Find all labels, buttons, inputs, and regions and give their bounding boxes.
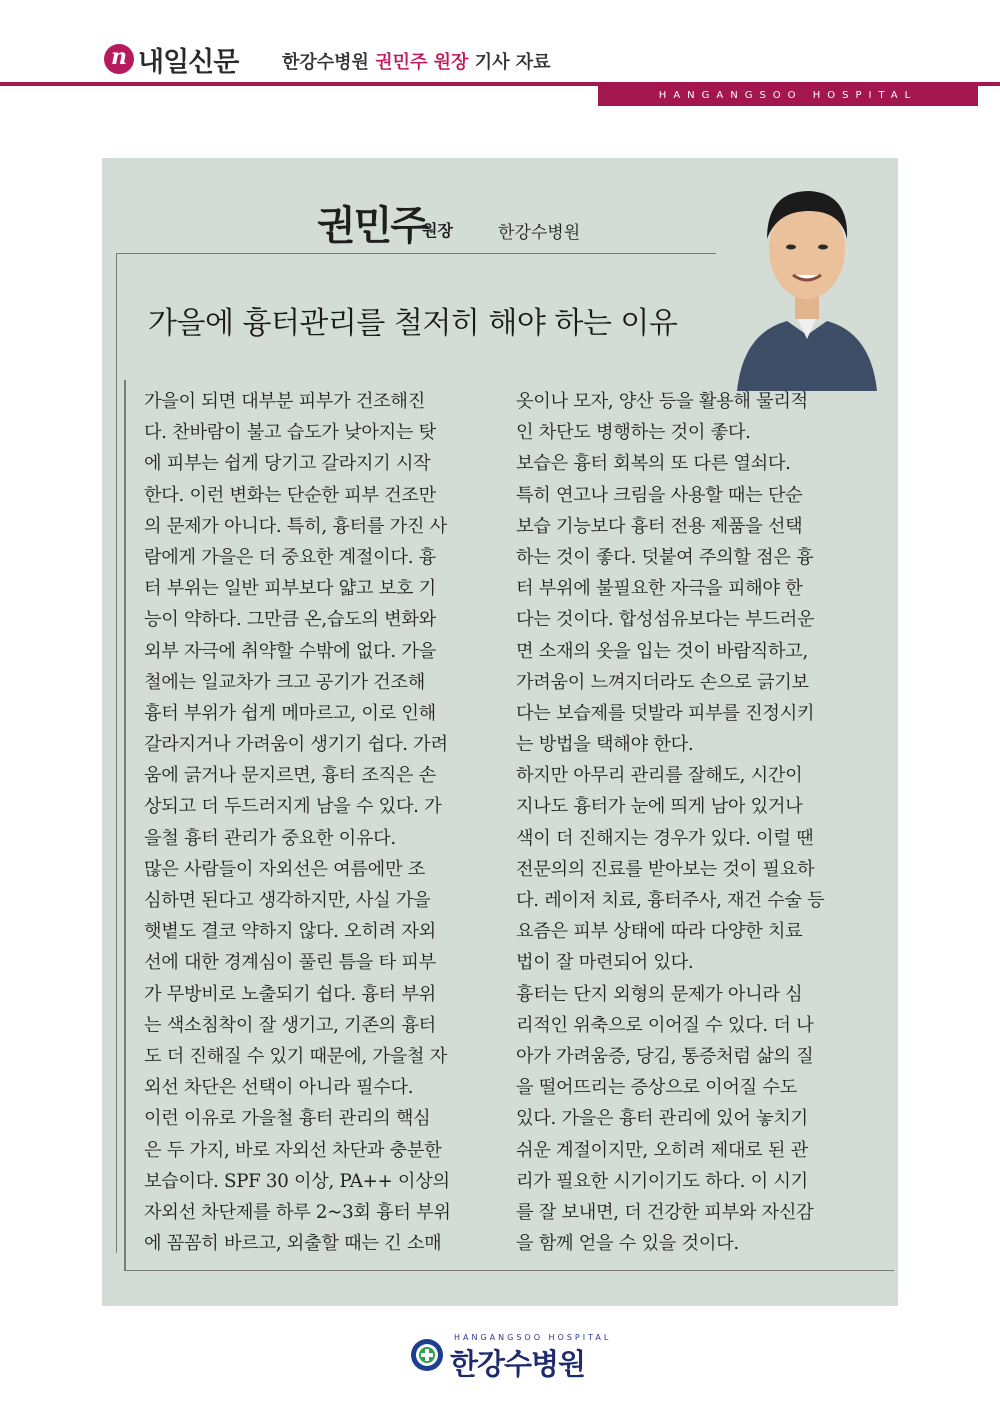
article-line: 능이 약하다. 그만큼 온,습도의 변화와 <box>144 609 436 631</box>
article-line: 다. 레이저 치료, 흉터주사, 재건 수술 등 <box>516 890 825 911</box>
article-column-right <box>516 386 876 1259</box>
author-hospital: 한강수병원 <box>498 223 581 243</box>
article-line: 도 더 진해질 수 있기 때문에, 가을철 자 <box>144 1045 447 1067</box>
article-line: 외부 자극에 취약할 수밖에 없다. 가을 <box>144 640 436 662</box>
header-highlight: 권민주 원장 <box>375 52 469 73</box>
newspaper-name: 내일신문 <box>138 47 239 78</box>
page-header <box>0 0 1000 110</box>
article-line: 요즘은 피부 상태에 따라 다양한 치료 <box>516 921 803 943</box>
article-line: 다는 것이다. 합성섬유보다는 부드러운 <box>516 609 815 631</box>
frame-line <box>124 380 126 1270</box>
article-line: 하지만 아무리 관리를 잘해도, 시간이 <box>516 765 803 787</box>
author-title: 원장 <box>422 221 453 240</box>
article-line: 많은 사람들이 자외선은 여름에만 조 <box>144 858 425 880</box>
hospital-band: HANGANGSOO HOSPITAL <box>598 86 978 106</box>
article-line: 하는 것이 좋다. 덧붙여 주의할 점은 흉 <box>516 546 814 568</box>
article-line: 인 차단도 병행하는 것이 좋다. <box>516 422 751 444</box>
article-line: 리가 필요한 시기이기도 하다. 이 시기 <box>516 1170 808 1192</box>
article-line: 터 부위에 불필요한 자극을 피해야 한 <box>516 578 803 600</box>
article-line: 햇볕도 결코 약하지 않다. 오히려 자외 <box>144 921 436 943</box>
article-line: 에 꼼꼼히 바르고, 외출할 때는 긴 소매 <box>144 1233 442 1255</box>
frame-line <box>124 1270 894 1271</box>
newspaper-clipping <box>102 158 898 1306</box>
article-line: 다. 찬바람이 불고 습도가 낮아지는 탓 <box>144 422 436 444</box>
article-line: 을 함께 얻을 수 있을 것이다. <box>516 1233 739 1255</box>
article-line: 은 두 가지, 바로 자외선 차단과 충분한 <box>144 1139 442 1161</box>
article-line: 을철 흉터 관리가 중요한 이유다. <box>144 827 396 849</box>
doctor-portrait <box>717 163 897 391</box>
article-line: 가려움이 느껴지더라도 손으로 긁기보 <box>516 671 809 693</box>
header-suffix: 기사 자료 <box>474 52 551 73</box>
article-line: 법이 잘 마련되어 있다. <box>516 952 694 974</box>
article-line: 색이 더 진해지는 경우가 있다. 이럴 땐 <box>516 827 814 849</box>
headline: 가을에 흉터관리를 철저히 해야 하는 이유 <box>148 306 678 341</box>
article-line: 람에게 가을은 더 중요한 계절이다. 흉 <box>144 546 436 568</box>
article-line: 가을이 되면 대부분 피부가 건조해진 <box>144 391 425 412</box>
article-line: 는 색소침착이 잘 생기고, 기존의 흉터 <box>144 1014 436 1036</box>
article-line: 터 부위는 일반 피부보다 얇고 보호 기 <box>144 578 436 600</box>
article-line: 전문의의 진료를 받아보는 것이 필요하 <box>516 858 815 880</box>
article-line: 특히 연고나 크림을 사용할 때는 단순 <box>516 484 803 506</box>
article-line: 철에는 일교차가 크고 공기가 건조해 <box>144 671 425 693</box>
article-line: 쉬운 계절이지만, 오히려 제대로 된 관 <box>516 1139 808 1161</box>
article-line: 흉터 부위가 쉽게 메마르고, 이로 인해 <box>144 702 436 724</box>
footer-hospital-en: HANGANGSOO HOSPITAL <box>454 1333 612 1342</box>
article-column-left <box>144 386 504 1259</box>
article-line: 한다. 이런 변화는 단순한 피부 건조만 <box>144 484 436 506</box>
article-line: 선에 대한 경계심이 풀린 틈을 타 피부 <box>144 952 436 974</box>
article-line: 보습은 흉터 회복의 또 다른 열쇠다. <box>516 453 791 475</box>
newspaper-logo-icon: n <box>104 44 134 74</box>
article-line: 외선 차단은 선택이 아니라 필수다. <box>144 1077 414 1099</box>
article-line: 상되고 더 두드러지게 남을 수 있다. 가 <box>144 796 442 818</box>
article-line: 을 떨어뜨리는 증상으로 이어질 수도 <box>516 1077 797 1099</box>
article-line: 보습 기능보다 흉터 전용 제품을 선택 <box>516 515 803 537</box>
article-line: 아가 가려움증, 당김, 통증처럼 삶의 질 <box>516 1045 814 1067</box>
article-line: 흉터는 단지 외형의 문제가 아니라 심 <box>516 983 803 1005</box>
article-line: 리적인 위축으로 이어질 수 있다. 더 나 <box>516 1014 814 1036</box>
article-line: 다는 보습제를 덧발라 피부를 진정시키 <box>516 702 815 724</box>
article-line: 에 피부는 쉽게 당기고 갈라지기 시작 <box>144 453 431 475</box>
article-line: 지나도 흉터가 눈에 띄게 남아 있거나 <box>516 796 803 818</box>
header-hospital: 한강수병원 <box>282 52 369 73</box>
article-line: 를 잘 보내면, 더 건강한 피부와 자신감 <box>516 1201 814 1223</box>
article-line: 있다. 가을은 흉터 관리에 있어 놓치기 <box>516 1108 808 1130</box>
author-name: 권민주 <box>317 203 427 249</box>
article-line: 보습이다. SPF 30 이상, PA++ 이상의 <box>144 1170 450 1192</box>
article-line: 의 문제가 아니다. 특히, 흉터를 가진 사 <box>144 515 447 537</box>
article-line: 심하면 된다고 생각하지만, 사실 가을 <box>144 890 431 911</box>
article-line: 가 무방비로 노출되기 쉽다. 흉터 부위 <box>144 983 436 1005</box>
article-line: 는 방법을 택해야 한다. <box>516 734 694 756</box>
hospital-emblem-icon <box>410 1338 444 1372</box>
header-caption <box>282 48 551 74</box>
frame-line <box>116 253 117 1253</box>
article-line: 갈라지거나 가려움이 생기기 쉽다. 가려 <box>144 734 448 756</box>
article-line: 움에 긁거나 문지르면, 흉터 조직은 손 <box>144 765 436 787</box>
article-line: 옷이나 모자, 양산 등을 활용해 물리적 <box>516 391 808 412</box>
footer-hospital-ko: 한강수병원 <box>450 1347 586 1381</box>
article-line: 면 소재의 옷을 입는 것이 바람직하고, <box>516 640 808 662</box>
article-line: 이런 이유로 가을철 흉터 관리의 핵심 <box>144 1108 431 1130</box>
article-line: 자외선 차단제를 하루 2~3회 흉터 부위 <box>144 1201 451 1223</box>
frame-line <box>116 253 716 254</box>
